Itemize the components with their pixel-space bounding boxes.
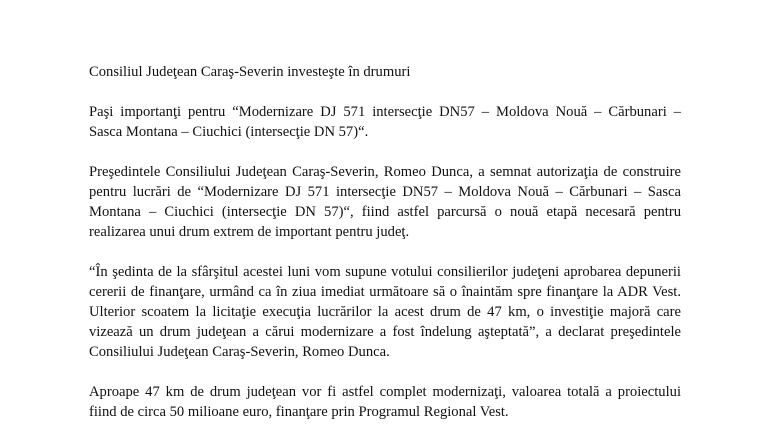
paragraph-line: Aproape 47 km de drum judeţean vor fi astfel complet modernizaţi, valoarea totală a proiectului (89, 384, 681, 400)
paragraph-4 (89, 382, 681, 422)
document-title (89, 62, 681, 82)
paragraph-line: Montana – Ciuchici (intersecţie DN 57)“, fiind astfel parcursă o nouă etapă necesară pentru (89, 204, 681, 220)
paragraph-line: Preşedintele Consiliului Judeţean Caraş-Severin, Romeo Dunca, a semnat autorizaţia de construire (89, 164, 681, 180)
paragraph-line: “În şedinta de la sfârşitul acestei luni vom supune votului consilierilor judeţeni aprobarea depunerii (89, 264, 681, 280)
paragraph-line: vizează un drum judeţean a cărui modernizare a fost îndelung aşteptată”, a declarat preşedintele (89, 324, 681, 340)
paragraph-3 (89, 262, 681, 362)
paragraph-line: Ulterior scoatem la licitaţie execuţia lucrărilor la acest drum de 47 km, o investiţie majoră care (89, 304, 681, 320)
document-body (89, 62, 681, 442)
paragraph-line: pentru lucrări de “Modernizare DJ 571 intersecţie DN57 – Moldova Nouă – Cărbunari – Sasca (89, 184, 681, 200)
paragraph-line: realizarea unui drum extrem de important pentru judeţ. (89, 224, 410, 240)
paragraph-line: cererii de finanţare, urmând ca în ziua imediat următoare să o înaintăm spre finanţare la ADR Vest. (89, 284, 681, 300)
paragraph-line: Consiliului Judeţean Caraş-Severin, Romeo Dunca. (89, 344, 390, 360)
title-line: Consiliul Judeţean Caraş-Severin investeşte în drumuri (89, 64, 411, 80)
paragraph-line: Sasca Montana – Ciuchici (intersecţie DN 57)“. (89, 124, 369, 140)
paragraph-line: fiind de circa 50 milioane euro, finanţare prin Programul Regional Vest. (89, 404, 509, 420)
paragraph-line: Paşi importanţi pentru “Modernizare DJ 571 intersecţie DN57 – Moldova Nouă – Cărbunari – (89, 104, 681, 120)
paragraph-1 (89, 102, 681, 142)
paragraph-2 (89, 162, 681, 242)
